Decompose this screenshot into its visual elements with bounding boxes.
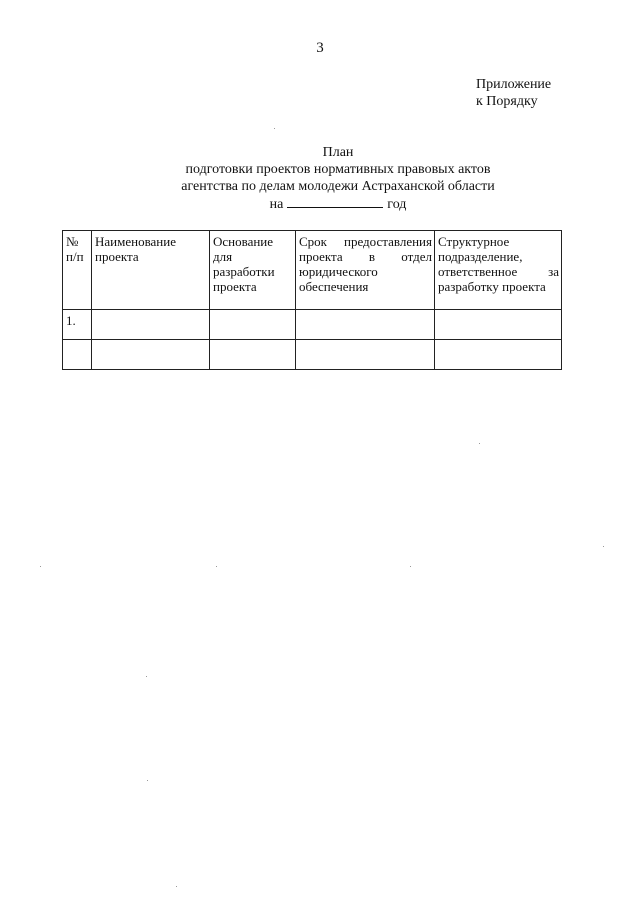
scan-speck [40, 566, 41, 567]
year-line [0, 195, 640, 213]
table-row [63, 310, 562, 340]
plan-table [62, 230, 562, 370]
table-cell [92, 340, 210, 370]
appendix-label [476, 76, 551, 110]
scan-speck [146, 676, 147, 677]
scan-speck [274, 128, 275, 129]
scan-speck [479, 443, 480, 444]
year-prefix: на [269, 197, 284, 212]
header-deadline: Срок предоставления проекта в отдел юридического обеспечения [296, 231, 435, 310]
header-number: № п/п [63, 231, 92, 310]
appendix-line-1: Приложение [476, 77, 552, 92]
title-heading: План [322, 145, 354, 160]
table-cell [435, 310, 562, 340]
year-blank [287, 195, 383, 208]
table-cell [435, 340, 562, 370]
scan-speck [147, 780, 148, 781]
table-cell [92, 310, 210, 340]
table-cell: 1. [63, 310, 92, 340]
scan-speck [176, 886, 177, 887]
header-responsible-unit: Структурное подразделение, ответственное за разработку проекта [435, 231, 562, 310]
table-cell [210, 340, 296, 370]
table-cell [63, 340, 92, 370]
year-suffix: год [387, 197, 407, 212]
page-number: 3 [316, 40, 324, 56]
header-project-name: Наименование проекта [92, 231, 210, 310]
table-cell [210, 310, 296, 340]
table-row [63, 340, 562, 370]
title-line-2: агентства по делам молодежи Астраханской области [181, 179, 495, 194]
table-cell [296, 340, 435, 370]
title-line-1: подготовки проектов нормативных правовых актов [185, 162, 491, 177]
table-cell [296, 310, 435, 340]
scan-speck [410, 566, 411, 567]
scan-speck [603, 546, 604, 547]
table-header-row [63, 231, 562, 310]
header-basis: Основание для разработки проекта [210, 231, 296, 310]
document-title [0, 144, 640, 213]
appendix-line-2: к Порядку [476, 94, 538, 109]
scan-speck [216, 566, 217, 567]
